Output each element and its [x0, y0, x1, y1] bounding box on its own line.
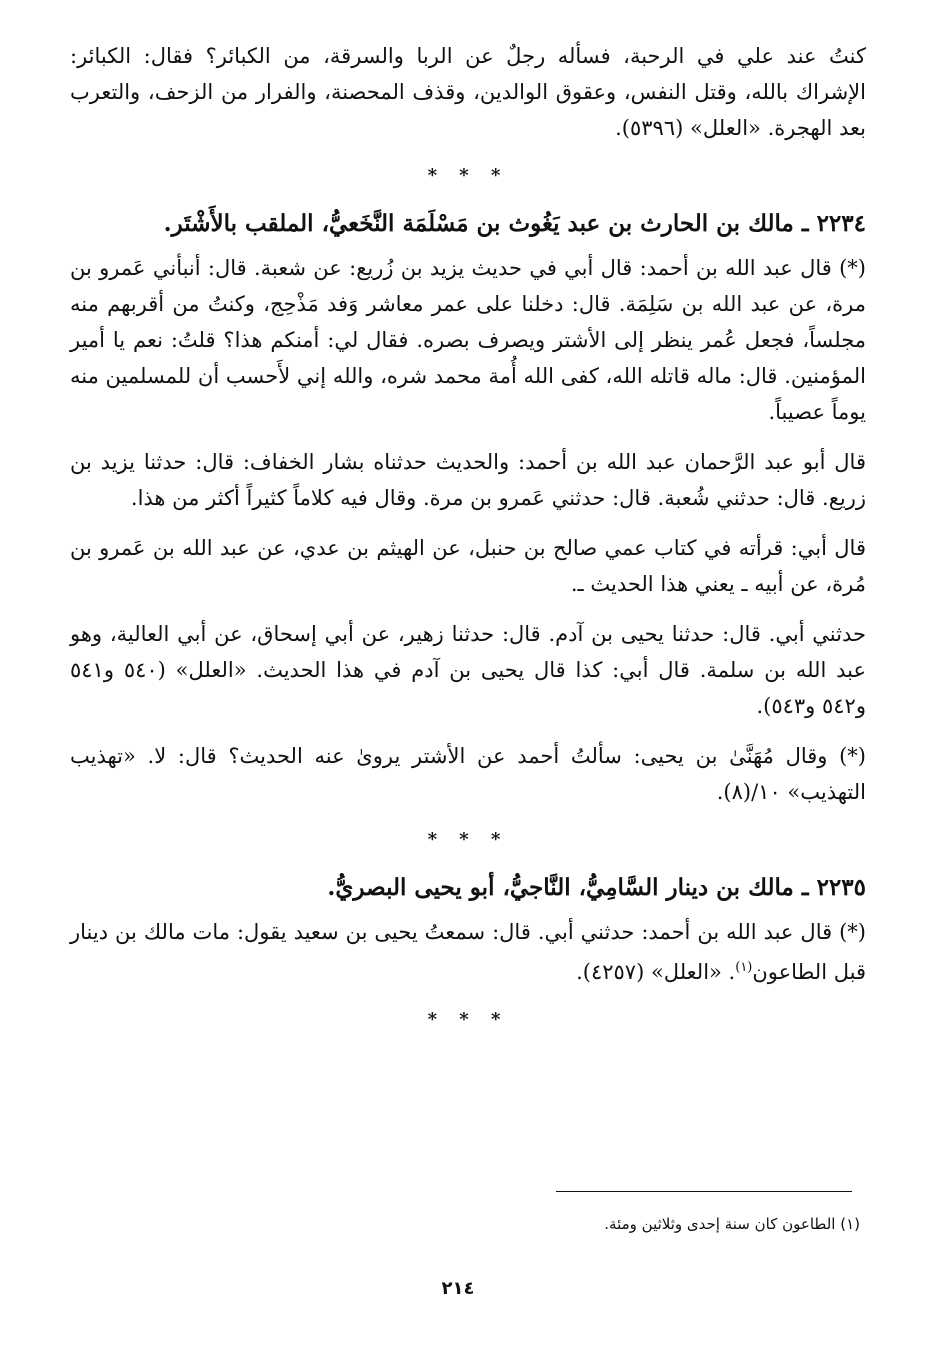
paragraph-muhanna: (*) وقال مُهَنَّىٰ بن يحيى: سألتُ أحمد عن الأشتر يروىٰ عنه الحديث؟ قال: لا. «تهذيب التهذيب» ١٠/(٨). — [70, 744, 866, 804]
footnote-reference[interactable]: (١) — [735, 960, 753, 975]
paragraph-ashtar-hadith: (*) قال عبد الله بن أحمد: قال أبي في حديث يزيد بن زُريع: عن شعبة. قال: أنبأني عَمرو بن مرة، عن عبد الله بن سَلِمَة. قال: دخلنا على عمر معاشر وَفد مَذْحِج، وكنتُ من أقربهم منه مجلساً، فجعل عُمر ينظر إلى الأشتر ويصرف بصره. فقال لي: أمنكم هذا؟ قلتُ: نعم يا أمير المؤمنين. قال: ماله قاتله الله، كفى الله أُمة محمد شره، والله إني لأَحسب أن للمسلمين منه يوماً عصيباً. — [70, 256, 866, 424]
footnote-divider — [556, 1191, 852, 1192]
paragraph-text: . «العلل» (٤٢٥٧). — [576, 960, 736, 984]
paragraph-kitab-ammi: قال أبي: قرأته في كتاب عمي صالح بن حنبل، عن الهيثم بن عدي، عن عبد الله بن عَمرو بن مُرة، عن أبيه ـ يعني هذا الحديث ـ. — [70, 536, 866, 596]
paragraph-kabair: كنتُ عند علي في الرحبة، فسأله رجلٌ عن الربا والسرقة، من الكبائر؟ فقال: الكبائر: الإشراك بالله، وقتل النفس، وعقوق الوالدين، وقذف المحصنة، والفرار من الزحف، والتعرب بعد الهجرة. «العلل» (٥٣٩٦). — [70, 44, 866, 140]
entry-heading-2235: ٢٢٣٥ ـ مالك بن دينار السَّامِيُّ، النَّاجيُّ، أبو يحيى البصريُّ. — [327, 874, 866, 901]
paragraph-malik-ibn-dinar — [70, 914, 866, 990]
paragraph-yahya-ibn-adam: حدثني أبي. قال: حدثنا يحيى بن آدم. قال: حدثنا زهير، عن أبي إسحاق، عن أبي العالية، وهو عبد الله بن سلمة. قال أبي: كذا قال يحيى بن آدم في هذا الحديث. «العلل» (٥٤٠ و٥٤١ و٥٤٢ و٥٤٣). — [70, 622, 866, 718]
section-separator: * * * — [427, 165, 509, 186]
paragraph-text: (*) قال عبد الله بن أحمد: حدثني أبي. قال: سمعتُ يحيى بن سعيد يقول: مات مالك بن دينار قبل الطاعون — [70, 920, 866, 984]
page-body — [70, 38, 866, 1048]
footnote: (١) الطاعون كان سنة إحدى وثلاثين ومئة. — [604, 1215, 860, 1233]
paragraph-abu-abdurrahman: قال أبو عبد الرَّحمان عبد الله بن أحمد: والحديث حدثناه بشار الخفاف: قال: حدثنا يزيد بن زريع. قال: حدثني شُعبة. قال: حدثني عَمرو بن مرة. وقال فيه كلاماً كثيراً أكثر من هذا. — [70, 450, 866, 510]
section-separator: * * * — [427, 1009, 509, 1030]
entry-heading-2234: ٢٢٣٤ ـ مالك بن الحارث بن عبد يَغُوث بن مَسْلَمَة النَّخَعيُّ، الملقب بالأَشْتَر. — [163, 210, 866, 237]
page-number: ٢١٤ — [441, 1278, 475, 1299]
section-separator: * * * — [427, 829, 509, 850]
